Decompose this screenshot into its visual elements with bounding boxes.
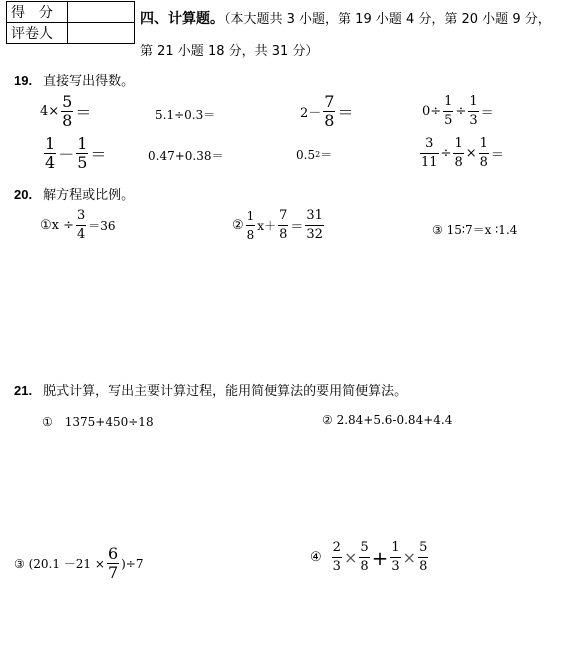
q20-instruction: 解方程或比例。 <box>43 188 135 203</box>
fraction: $\frac{1}{3}$ <box>469 94 478 128</box>
q19-item-a <box>40 94 91 129</box>
fraction: $\frac{5}{8}$ <box>360 540 369 574</box>
equals-sign: ＝ <box>490 148 504 163</box>
section-note-line1: （本大题共 3 小题，第 19 小题 4 分，第 20 小题 9 分， <box>224 12 551 27</box>
equals-sign: ＝ <box>290 220 304 235</box>
expr-text: ③ (20.1 －21 × <box>14 557 105 571</box>
score-label: 得 分 <box>7 2 68 23</box>
equals-sign: ＝ <box>480 106 494 121</box>
q21-instruction: 脱式计算，写出主要计算过程，能用简便算法的要用简便算法。 <box>43 384 408 399</box>
q19-instruction: 直接写出得数。 <box>43 74 135 89</box>
operator: ÷ <box>440 146 452 161</box>
exponent: 2 <box>315 150 321 159</box>
expr-text: ④ <box>310 550 322 565</box>
expr-text: 4× <box>40 104 60 119</box>
q19-item-c <box>300 94 353 129</box>
fraction: $\frac{3}{11}$ <box>421 136 438 170</box>
q21-item-a: ① 1375+450÷18 <box>42 415 154 429</box>
fraction: $\frac{1}{8}$ <box>246 209 255 242</box>
section-title: 四、计算题。 <box>140 11 224 27</box>
score-cell <box>68 2 135 23</box>
fraction: $\frac{1}{8}$ <box>454 136 463 170</box>
expr-text: ② <box>232 218 244 233</box>
q20-item-a <box>40 208 116 243</box>
q20-item-b <box>232 208 326 243</box>
expr-text: 2－ <box>300 106 322 121</box>
q19-item-f: 0.47+0.38＝ <box>148 149 224 163</box>
section-header <box>140 8 551 28</box>
equals-sign: ＝ <box>90 145 107 164</box>
operator: × <box>465 146 477 161</box>
operator: × <box>343 548 358 567</box>
fraction: $\frac{1}{5}$ <box>444 94 453 128</box>
q19-item-g <box>296 146 332 163</box>
grader-label: 评卷人 <box>7 23 68 44</box>
q20-heading <box>14 184 134 203</box>
q19-item-e <box>42 136 106 171</box>
q21-number: 21. <box>14 383 33 398</box>
q21-item-b: ② 2.84+5.6-0.84+4.4 <box>322 413 453 427</box>
q19-heading <box>14 70 134 89</box>
fraction: $\frac{3}{4}$ <box>77 208 86 242</box>
fraction: $\frac{1}{4}$ <box>45 134 56 172</box>
expr-text: )÷7 <box>121 556 144 571</box>
q19-item-h <box>418 136 504 171</box>
fraction: $\frac{5}{8}$ <box>62 92 73 130</box>
fraction: $\frac{31}{32}$ <box>306 208 323 242</box>
operator: + <box>371 545 389 570</box>
equals-sign: ＝ <box>337 103 354 122</box>
expr-text: ①x ÷ <box>40 218 75 233</box>
q20-number: 20. <box>14 187 33 202</box>
expr-text: ＝36 <box>88 219 116 233</box>
fraction: $\frac{5}{8}$ <box>419 540 428 574</box>
grader-cell <box>68 23 135 44</box>
q21-heading <box>14 380 407 399</box>
fraction: $\frac{1}{3}$ <box>391 540 400 574</box>
fraction: $\frac{1}{8}$ <box>479 136 488 170</box>
fraction: $\frac{2}{3}$ <box>332 540 341 574</box>
operator: ÷ <box>455 104 467 119</box>
section-note-line2: 第 21 小题 18 分，共 31 分） <box>140 44 319 59</box>
fraction: $\frac{7}{8}$ <box>324 92 335 130</box>
fraction: $\frac{7}{8}$ <box>279 208 288 242</box>
q19-item-b: 5.1÷0.3＝ <box>155 108 216 122</box>
equals-sign: ＝ <box>75 103 92 122</box>
score-box <box>6 1 135 44</box>
expr-text: x＋ <box>257 219 277 233</box>
expr-text: 0.5 <box>296 147 316 162</box>
q20-item-c: ③ 15∶7＝x ∶1.4 <box>432 223 518 237</box>
operator: × <box>402 548 417 567</box>
q21-item-c <box>14 546 144 581</box>
expr-text: 0÷ <box>422 104 442 119</box>
q19-item-d <box>422 94 494 129</box>
equals-sign: ＝ <box>320 148 333 162</box>
fraction: $\frac{6}{7}$ <box>107 544 119 582</box>
fraction: $\frac{1}{5}$ <box>77 134 88 172</box>
q21-item-d <box>310 540 430 575</box>
q19-number: 19. <box>14 73 33 88</box>
operator: － <box>58 145 75 164</box>
